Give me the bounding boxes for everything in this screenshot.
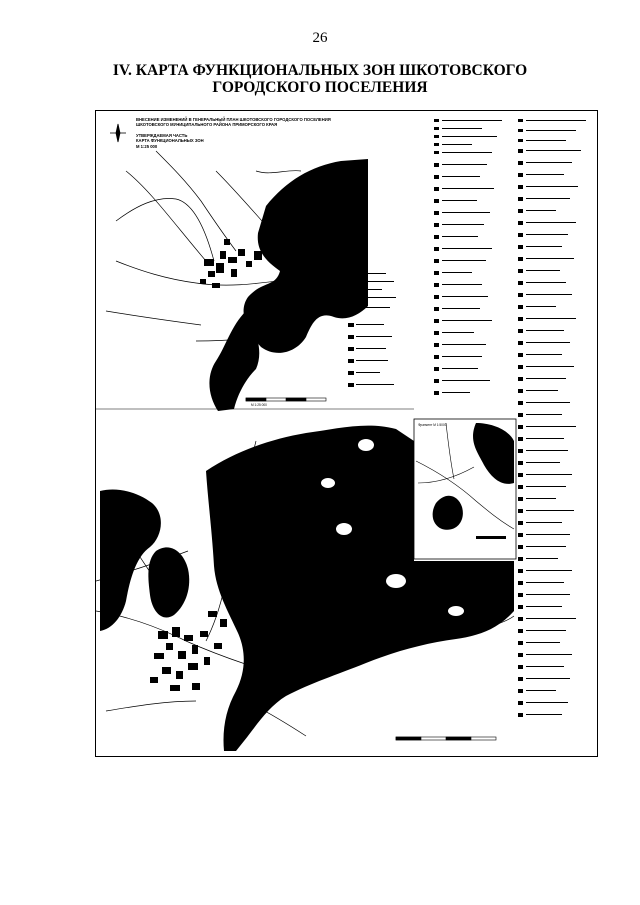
scale-bar-lower xyxy=(396,737,496,740)
functional-zones-map xyxy=(95,110,598,757)
inset-label: Фрагмент М 1:5000 xyxy=(418,423,447,427)
map-subheader xyxy=(136,133,204,149)
inset-map xyxy=(414,419,516,559)
upper-map-fragment xyxy=(106,124,368,411)
map-header-line-1: ВНЕСЕНИЕ ИЗМЕНЕНИЙ В ГЕНЕРАЛЬНЫЙ ПЛАН ШКОТОВСКОГО ГОРОДСКОГО ПОСЕЛЕНИЯ xyxy=(136,117,331,122)
scale-bar-upper xyxy=(246,398,326,401)
settlement-upper xyxy=(200,239,262,288)
legend-column-b xyxy=(518,119,586,717)
title-line-1: IV. КАРТА ФУНКЦИОНАЛЬНЫХ ЗОН ШКОТОВСКОГО xyxy=(112,62,528,79)
scale-label-upper: М 1:25 000 xyxy=(251,403,267,407)
title-line-2: ГОРОДСКОГО ПОСЕЛЕНИЯ xyxy=(212,79,428,96)
map-subheader-line-2: КАРТА ФУНКЦИОНАЛЬНЫХ ЗОН xyxy=(136,138,204,144)
page-title xyxy=(100,62,540,96)
settlement-lower xyxy=(150,611,227,691)
map-subheader-line-3: М 1:25 000 xyxy=(136,143,158,149)
page-number: 26 xyxy=(312,30,328,46)
compass-rose xyxy=(110,124,126,142)
legend-column-a xyxy=(434,119,502,395)
map-header-line-2: ШКОТОВСКОГО МУНИЦИПАЛЬНОГО РАЙОНА ПРИМОРСКОГО КРАЯ xyxy=(136,122,278,128)
map-graphic xyxy=(96,111,598,757)
forest-zone-upper-left xyxy=(209,311,259,411)
map-subheader-line-1: УТВЕРЖДАЕМАЯ ЧАСТЬ xyxy=(136,133,188,138)
map-header xyxy=(136,117,331,128)
